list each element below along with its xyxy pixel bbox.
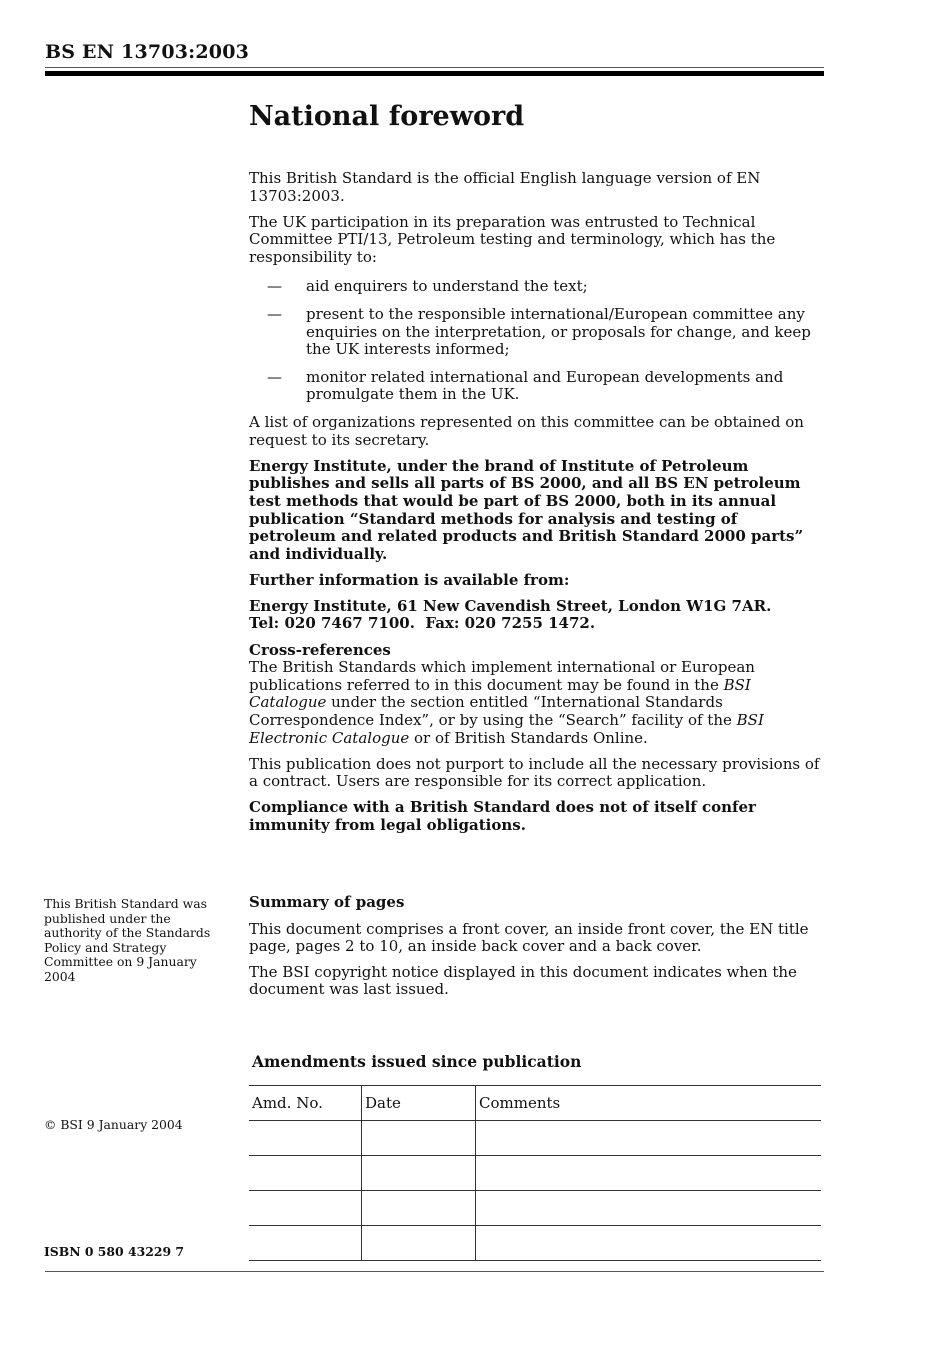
table-cell — [476, 1191, 822, 1226]
table-row — [249, 1121, 821, 1156]
summary-heading: Summary of pages — [249, 893, 405, 911]
amendments-title: Amendments issued since publication — [252, 1052, 582, 1071]
table-cell — [249, 1191, 362, 1226]
provisions-paragraph: This publication does not purport to include all the necessary provisions of a contract. Users are responsible for its correct application. — [249, 754, 820, 791]
table-cell — [249, 1156, 362, 1191]
dash-bullet: — — [267, 367, 282, 386]
list-item — [249, 278, 824, 296]
isbn: ISBN 0 580 43229 7 — [44, 1244, 185, 1259]
page-title: National foreword — [249, 101, 525, 132]
table-cell — [362, 1156, 476, 1191]
list-item — [249, 306, 824, 359]
table-cell — [476, 1226, 822, 1261]
footer-rule — [45, 1271, 824, 1272]
address-line: Energy Institute, 61 New Cavendish Street, London W1G 7AR. — [249, 596, 772, 615]
list-item — [249, 369, 824, 404]
contact-line: Tel: 020 7467 7100. Fax: 020 7255 1472. — [249, 614, 596, 633]
table-cell — [362, 1191, 476, 1226]
bsi-catalogue-ref: BSI Catalogue — [249, 675, 751, 712]
list-item-text: monitor related international and European developments and promulgate them in the UK. — [306, 367, 784, 404]
cross-references-paragraph — [249, 659, 824, 747]
energy-institute-paragraph: Energy Institute, under the brand of Institute of Petroleum publishes and sells all parts of BS 2000, and all BS EN petroleum test methods that would be part of BS 2000, both in its annual publication “Standard methods for analysis and testing of petroleum and related products and British Standard 2000 parts” and individually. — [249, 456, 804, 563]
compliance-paragraph: Compliance with a British Standard does not of itself confer immunity from legal obligations. — [249, 798, 756, 834]
cross-ref-text: under the section entitled “International Standards Correspondence Index”, or by using the “Search” facility of the — [249, 693, 737, 729]
responsibility-list — [249, 278, 824, 404]
cross-references-heading: Cross-references — [249, 640, 391, 659]
cross-ref-text: or of British Standards Online. — [409, 728, 648, 747]
header-rule-thick — [45, 71, 824, 76]
amendments-table — [249, 1085, 821, 1261]
summary-text: This document comprises a front cover, an inside front cover, the EN title page, pages 2 to 10, an inside back cover and a back cover. — [249, 919, 809, 956]
column-header-comments: Comments — [476, 1086, 822, 1121]
bsi-electronic-catalogue-ref: BSI Electronic Catalogue — [249, 710, 764, 747]
address-block — [249, 598, 824, 633]
list-item-text: aid enquirers to understand the text; — [306, 277, 588, 296]
list-item-text: present to the responsible international/European committee any enquiries on the interpretation, or proposals for change, and keep the UK interests informed; — [306, 305, 811, 359]
summary-section — [249, 894, 824, 1007]
header-rule-thin — [45, 67, 824, 68]
column-header-amd-no: Amd. No. — [249, 1086, 362, 1121]
document-code: BS EN 13703:2003 — [45, 41, 250, 63]
intro-paragraph-1: This British Standard is the official English language version of EN 13703:2003. — [249, 169, 761, 205]
dash-bullet: — — [267, 277, 282, 296]
table-cell — [362, 1226, 476, 1261]
table-row — [249, 1226, 821, 1261]
publication-authority-note: This British Standard was published under the authority of the Standards Policy and Strategy Committee on 9 January 2004 — [44, 896, 211, 984]
further-info-heading: Further information is available from: — [249, 570, 570, 589]
table-cell — [476, 1156, 822, 1191]
table-cell — [249, 1226, 362, 1261]
table-cell — [362, 1121, 476, 1156]
table-cell — [249, 1121, 362, 1156]
main-content — [249, 100, 824, 843]
committee-list-paragraph: A list of organizations represented on this committee can be obtained on request to its secretary. — [249, 413, 804, 449]
table-row — [249, 1191, 821, 1226]
table-header-row — [249, 1086, 821, 1121]
copyright-notice-text: The BSI copyright notice displayed in this document indicates when the document was last issued. — [249, 962, 797, 999]
copyright-line: © BSI 9 January 2004 — [44, 1117, 183, 1132]
intro-paragraph-2: The UK participation in its preparation was entrusted to Technical Committee PTI/13, Petroleum testing and terminology, which has the responsibility to: — [249, 212, 776, 266]
column-header-date: Date — [362, 1086, 476, 1121]
table-row — [249, 1156, 821, 1191]
table-cell — [476, 1121, 822, 1156]
cross-ref-text: The British Standards which implement international or European publications referred to in this document may be found in the — [249, 658, 755, 694]
dash-bullet: — — [267, 305, 282, 324]
